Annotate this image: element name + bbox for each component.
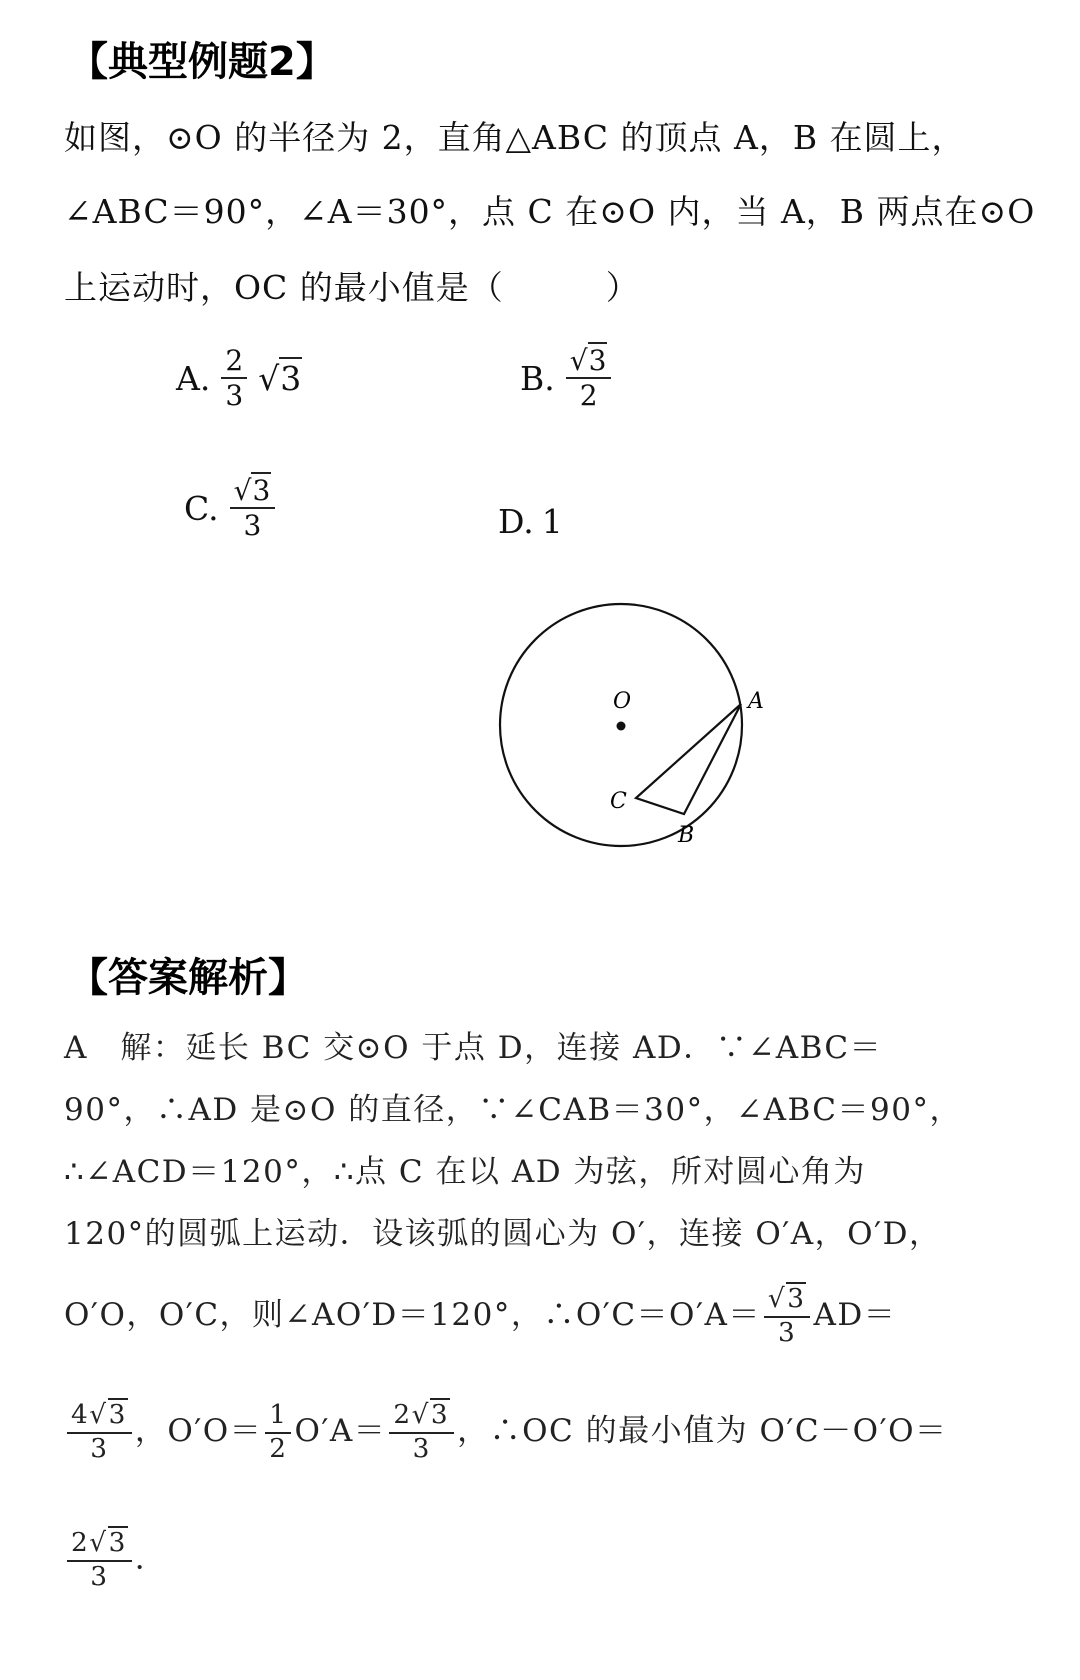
- solution-line-6: [64, 1402, 1024, 1463]
- fraction-denominator: 3: [778, 1317, 797, 1348]
- sqrt-symbol: √: [569, 344, 588, 377]
- sqrt-radicand: 3: [787, 1284, 806, 1314]
- sqrt-symbol: √: [89, 1400, 108, 1430]
- example-heading: 【典型例题2】: [68, 39, 336, 85]
- option-a-fraction: [221, 346, 247, 411]
- problem-line-1: 如图，⊙O 的半径为 2，直角△ABC 的顶点 A，B 在圆上，: [64, 118, 966, 157]
- solution-line-1: A 解：延长 BC 交⊙O 于点 D，连接 AD．∵∠ABC＝: [64, 1030, 883, 1066]
- problem-line-3: 上运动时，OC 的最小值是（ ）: [64, 268, 640, 307]
- coefficient: 2: [393, 1400, 412, 1430]
- fraction-sqrt3-over-3: [764, 1286, 811, 1347]
- coefficient: 2: [71, 1528, 90, 1558]
- solution-heading: 【答案解析】: [68, 955, 308, 1001]
- fraction-numerator: 1: [265, 1402, 291, 1434]
- solution-line-6-text-c: ，∴OC 的最小值为 O′C－O′O＝: [457, 1413, 948, 1450]
- sqrt-radicand: 3: [280, 358, 302, 398]
- option-a-numerator: 2: [221, 346, 247, 379]
- fraction-numerator: [67, 1402, 132, 1434]
- solution-line-5-text-a: O′O，O′C，则∠AO′D＝120°，∴O′C＝O′A＝: [64, 1297, 761, 1334]
- solution-line-7-end: ．: [134, 1541, 168, 1578]
- fraction-denominator: 3: [90, 1561, 109, 1592]
- option-c: [184, 476, 278, 541]
- solution-line-3: ∴∠ACD＝120°，∴点 C 在以 AD 为弦，所对圆心角为: [64, 1154, 866, 1190]
- option-c-denominator: 3: [243, 509, 262, 543]
- fraction-4sqrt3-over-3: [67, 1402, 132, 1463]
- label-o: O: [613, 689, 632, 714]
- option-b-denominator: 2: [579, 379, 598, 413]
- option-c-numerator: [230, 476, 276, 509]
- option-a-sqrt: [258, 359, 302, 398]
- fraction-numerator: [67, 1530, 132, 1562]
- fraction-denominator: 2: [269, 1433, 288, 1464]
- fraction-1-over-2: [265, 1402, 291, 1463]
- option-a-denominator: 3: [225, 379, 244, 413]
- solution-line-6-text-b: O′A＝: [294, 1413, 387, 1450]
- center-point-o: [617, 722, 626, 731]
- problem-line-2: ∠ABC＝90°，∠A＝30°，点 C 在⊙O 内，当 A，B 两点在⊙O: [64, 192, 1036, 231]
- option-d: [498, 502, 563, 541]
- sqrt-radicand: 3: [108, 1528, 127, 1558]
- triangle-abc: [636, 704, 741, 814]
- option-b-fraction: [566, 346, 612, 411]
- sqrt-symbol: √: [89, 1528, 108, 1558]
- solution-line-5: [64, 1286, 1024, 1347]
- sqrt-radicand: 3: [588, 344, 607, 377]
- fraction-denominator: 3: [90, 1433, 109, 1464]
- label-b: B: [678, 823, 695, 848]
- sqrt-radicand: 3: [108, 1400, 127, 1430]
- option-a: [176, 346, 302, 411]
- sqrt-symbol: √: [258, 358, 280, 398]
- option-d-label: D.: [498, 502, 534, 541]
- option-d-value: 1: [541, 502, 563, 541]
- sqrt-radicand: 3: [430, 1400, 450, 1430]
- coefficient: 4: [71, 1400, 90, 1430]
- solution-line-5-text-b: AD＝: [813, 1297, 897, 1334]
- fraction-denominator: 3: [412, 1433, 431, 1464]
- fraction-numerator: [764, 1286, 811, 1318]
- option-b-label: B.: [520, 358, 555, 398]
- option-c-fraction: [230, 476, 276, 541]
- label-c: C: [610, 789, 627, 814]
- sqrt-radicand: 3: [252, 474, 271, 507]
- option-b: [520, 346, 614, 411]
- solution-line-2: 90°，∴AD 是⊙O 的直径，∵∠CAB＝30°，∠ABC＝90°，: [64, 1092, 962, 1128]
- geometry-figure: [480, 592, 780, 862]
- label-a: A: [748, 689, 764, 714]
- sqrt-symbol: √: [233, 474, 252, 507]
- solution-line-4: 120°的圆弧上运动．设该弧的圆心为 O′，连接 O′A，O′D，: [64, 1216, 942, 1252]
- sqrt-symbol: √: [767, 1284, 787, 1314]
- option-c-label: C.: [184, 488, 219, 528]
- solution-line-6-text-a: ，O′O＝: [134, 1413, 263, 1450]
- option-b-numerator: [566, 346, 612, 379]
- solution-line-7: [64, 1530, 1024, 1591]
- fraction-2sqrt3-over-3-final: [67, 1530, 132, 1591]
- option-a-label: A.: [176, 358, 211, 398]
- fraction-numerator: [389, 1402, 454, 1434]
- sqrt-symbol: √: [411, 1400, 430, 1430]
- fraction-2sqrt3-over-3: [389, 1402, 454, 1463]
